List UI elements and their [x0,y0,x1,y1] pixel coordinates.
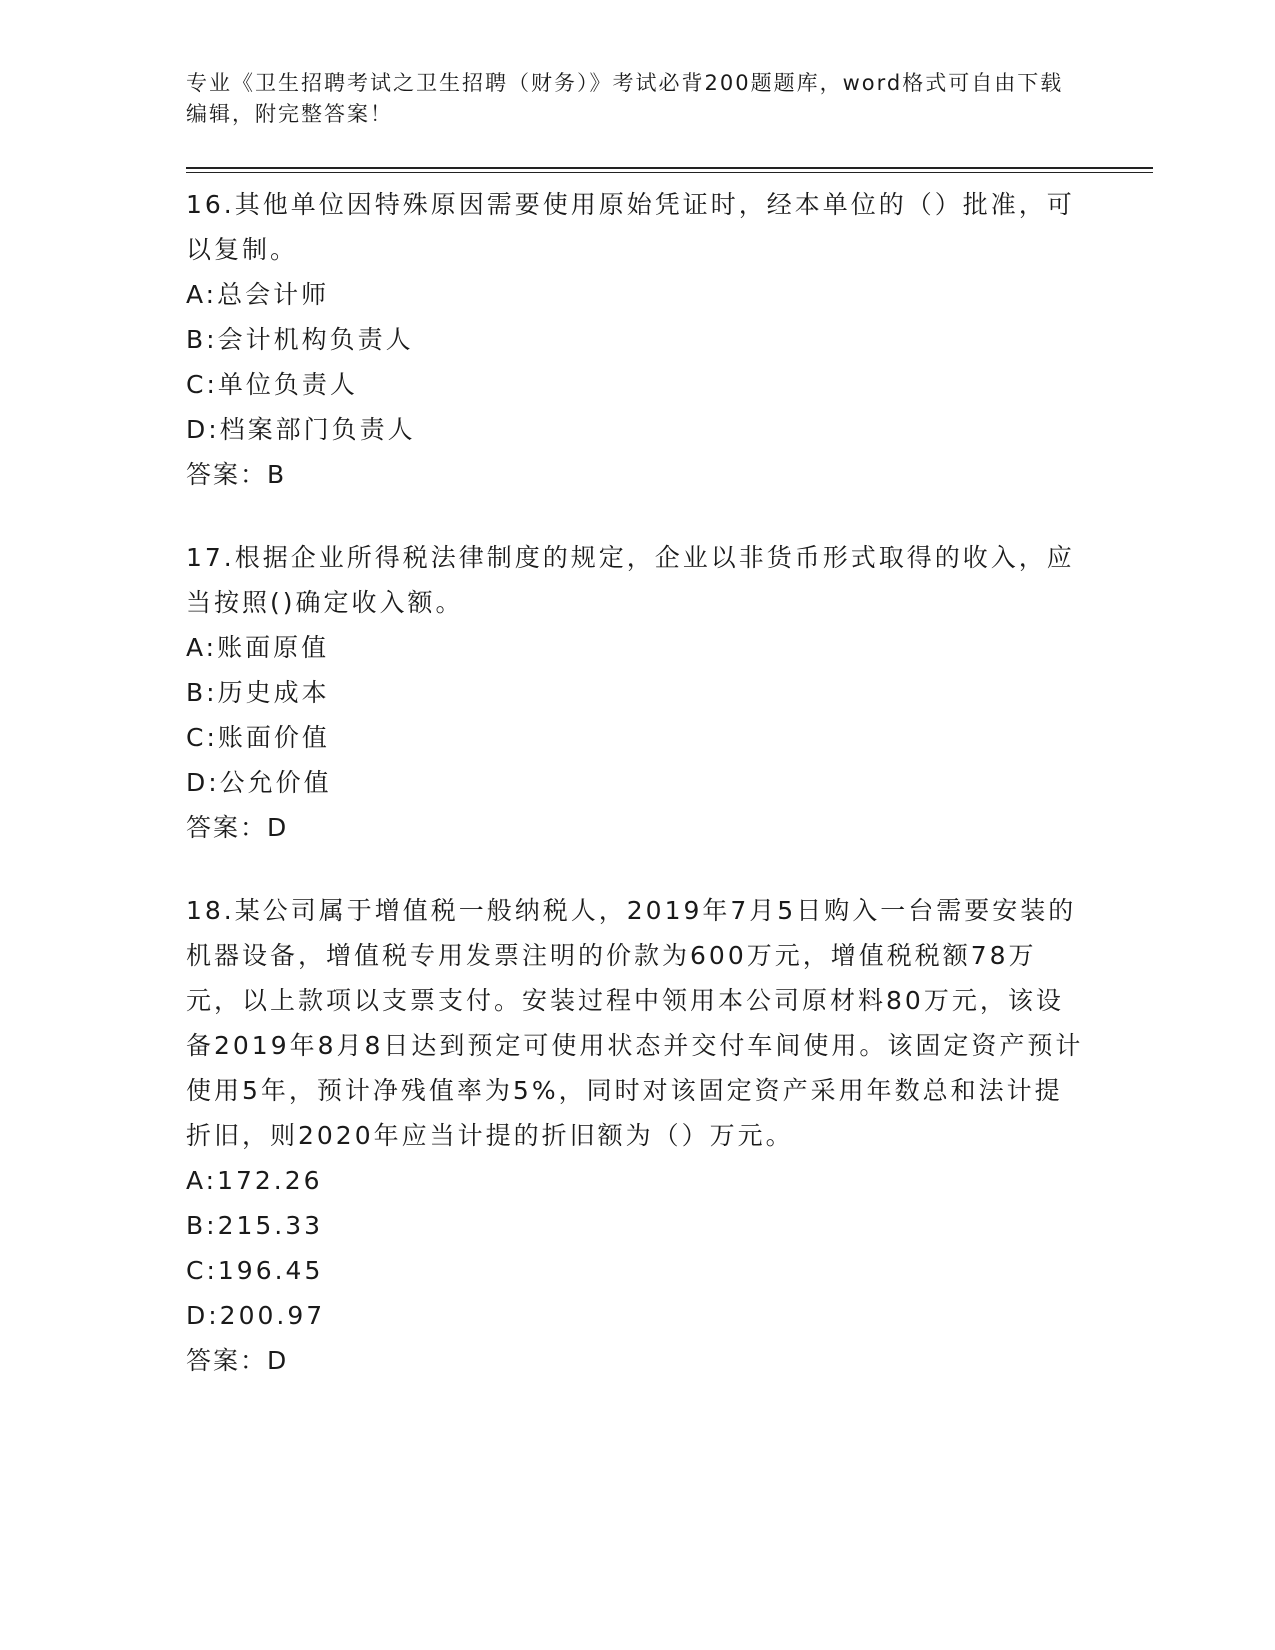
question-17 [186,535,1156,850]
option-d: D:200.97 [186,1301,326,1330]
option-c: C:196.45 [186,1256,324,1285]
question-stem: 16.其他单位因特殊原因需要使用原始凭证时，经本单位的（）批准，可以复制。 [186,190,1075,264]
answer: 答案：D [186,1346,289,1375]
option-d: D:档案部门负责人 [186,415,416,444]
option-c: C:单位负责人 [186,370,358,399]
document-header: 专业《卫生招聘考试之卫生招聘（财务）》考试必背200题题库，word格式可自由下载编辑，附完整答案！ [186,71,1064,126]
question-stem: 18.某公司属于增值税一般纳税人，2019年7月5日购入一台需要安装的机器设备，增值税专用发票注明的价款为600万元，增值税税额78万元，以上款项以支票支付。安装过程中领用本公司原材料80万元，该设备2019年8月8日达到预定可使用状态并交付车间使用。该固定资产预计使用5年，预计净残值率为5%，同时对该固定资产采用年数总和法计提折旧，则2020年应当计提的折旧额为（）万元。 [186,896,1084,1150]
option-c: C:账面价值 [186,723,330,752]
option-a: A:账面原值 [186,633,330,662]
header-divider [186,167,1153,173]
answer: 答案：D [186,813,289,842]
question-stem: 17.根据企业所得税法律制度的规定，企业以非货币形式取得的收入，应当按照()确定收入额。 [186,543,1075,617]
document-page [186,68,1156,1383]
option-a: A:172.26 [186,1166,323,1195]
question-18 [186,888,1156,1383]
option-a: A:总会计师 [186,280,330,309]
option-b: B:历史成本 [186,678,330,707]
option-b: B:215.33 [186,1211,324,1240]
option-b: B:会计机构负责人 [186,325,414,354]
answer: 答案：B [186,460,287,489]
question-16 [186,182,1156,497]
option-d: D:公允价值 [186,768,332,797]
